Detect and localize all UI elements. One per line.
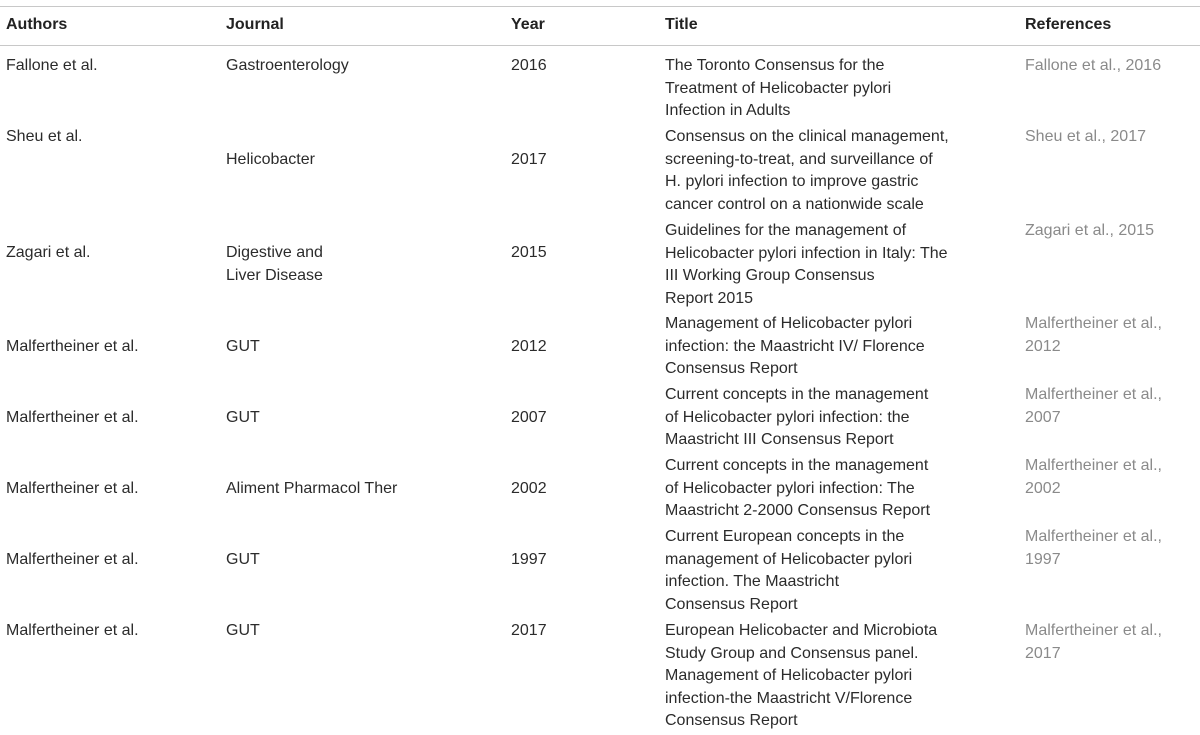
row-8-journal: GUT: [226, 622, 260, 639]
header-title: Title: [665, 16, 698, 33]
row-7-journal: GUT: [226, 551, 260, 568]
header-references: References: [1025, 16, 1112, 33]
row-3-year: 2015: [511, 244, 547, 261]
row-8-title: European Helicobacter and Microbiota Study Group and Consensus panel. Management of Helicobacter pylori infection-the Maastricht V/Florence Consensus Report: [665, 622, 938, 729]
row-5-title: Current concepts in the management of Helicobacter pylori infection: the Maastricht III Consensus Report: [665, 386, 929, 448]
row-7-reference-link[interactable]: Malfertheiner et al., 1997: [1025, 528, 1162, 568]
row-7-authors: Malfertheiner et al.: [6, 551, 139, 568]
row-4-authors: Malfertheiner et al.: [6, 338, 139, 355]
row-5-reference-link[interactable]: Malfertheiner et al., 2007: [1025, 386, 1162, 426]
row-3-title: Guidelines for the management of Helicobacter pylori infection in Italy: The III Working Group Consensus Report 2015: [665, 222, 948, 307]
header-journal: Journal: [226, 16, 284, 33]
row-6-year: 2002: [511, 480, 547, 497]
row-6-authors: Malfertheiner et al.: [6, 480, 139, 497]
row-2-year: 2017: [511, 151, 547, 168]
row-6-journal: Aliment Pharmacol Ther: [226, 480, 398, 497]
row-4-journal: GUT: [226, 338, 260, 355]
row-5-authors: Malfertheiner et al.: [6, 409, 139, 426]
header-authors: Authors: [6, 16, 68, 33]
row-3-journal: Digestive and Liver Disease: [226, 244, 323, 284]
row-8-authors: Malfertheiner et al.: [6, 622, 139, 639]
row-2-journal: Helicobacter: [226, 151, 315, 168]
table-top-rule: [0, 6, 1200, 7]
row-8-year: 2017: [511, 622, 547, 639]
row-1-year: 2016: [511, 57, 547, 74]
row-7-title: Current European concepts in the management of Helicobacter pylori infection. The Maastricht Consensus Report: [665, 528, 913, 613]
row-5-journal: GUT: [226, 409, 260, 426]
header-rule: [0, 45, 1200, 46]
row-6-reference-link[interactable]: Malfertheiner et al., 2002: [1025, 457, 1162, 497]
row-2-authors: Sheu et al.: [6, 128, 83, 145]
row-2-title: Consensus on the clinical management, screening-to-treat, and surveillance of H. pylori infection to improve gastric cancer control on a nationwide scale: [665, 128, 949, 213]
row-3-reference-link[interactable]: Zagari et al., 2015: [1025, 222, 1154, 239]
row-1-journal: Gastroenterology: [226, 57, 349, 74]
header-year: Year: [511, 16, 545, 33]
row-8-reference-link[interactable]: Malfertheiner et al., 2017: [1025, 622, 1162, 662]
row-4-reference-link[interactable]: Malfertheiner et al., 2012: [1025, 315, 1162, 355]
row-1-authors: Fallone et al.: [6, 57, 98, 74]
row-4-year: 2012: [511, 338, 547, 355]
row-3-authors: Zagari et al.: [6, 244, 91, 261]
row-1-reference-link[interactable]: Fallone et al., 2016: [1025, 57, 1162, 74]
row-5-year: 2007: [511, 409, 547, 426]
row-2-reference-link[interactable]: Sheu et al., 2017: [1025, 128, 1146, 145]
row-7-year: 1997: [511, 551, 547, 568]
row-6-title: Current concepts in the management of Helicobacter pylori infection: The Maastricht 2-2000 Consensus Report: [665, 457, 931, 519]
row-4-title: Management of Helicobacter pylori infection: the Maastricht IV/ Florence Consensus Report: [665, 315, 925, 377]
row-1-title: The Toronto Consensus for the Treatment of Helicobacter pylori Infection in Adults: [665, 57, 892, 119]
